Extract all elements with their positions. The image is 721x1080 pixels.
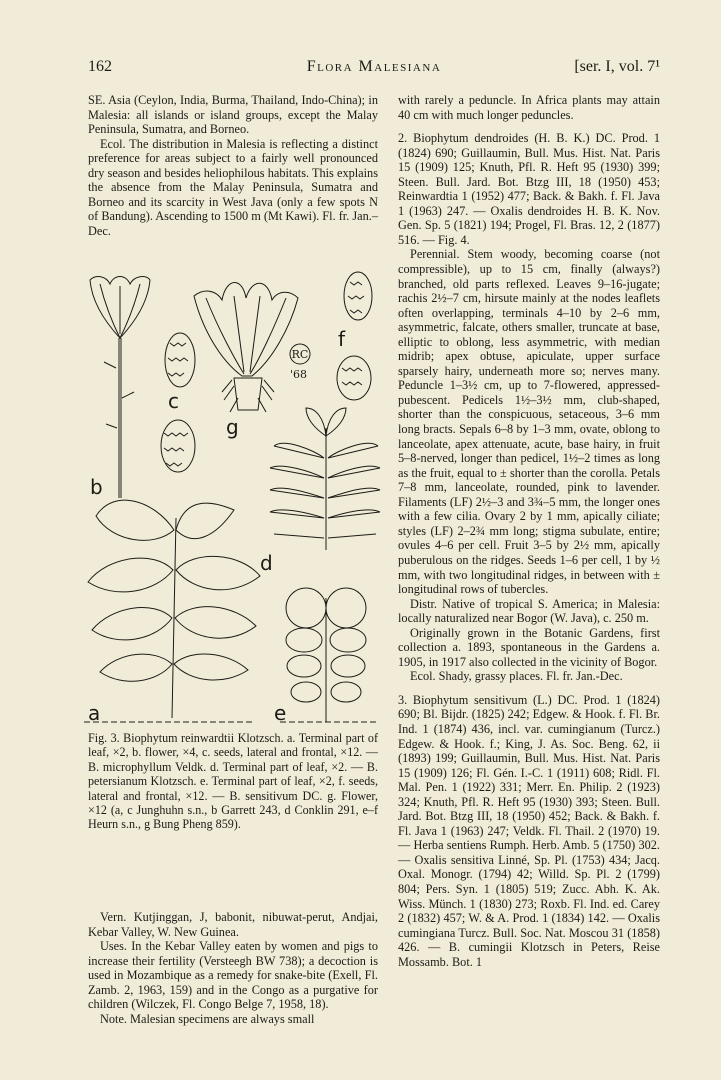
right-column [398, 93, 660, 969]
botanical-figure [84, 268, 382, 728]
figure-caption: Fig. 3. Biophytum reinwardtii Klotzsch. a. Terminal part of leaf, ×2, b. flower, ×4, c. seeds, lateral and frontal, ×12. — B. microphyllum Veldk. d. Terminal part of leaf, ×2. — B. petersianum Klotzsch. e. Terminal part of leaf, ×2, f. seeds, lateral and frontal, ×12. — B. sensitivum DC. g. Flower, ×12 (a, c Junghuhn s.n., b Garrett 243, d Conklin 291, e–f Heurn s.n., g Bung Pheng 859). [88, 731, 378, 832]
label-g: g [226, 415, 239, 439]
leaf-d-drawing [270, 408, 380, 550]
label-a: a [88, 701, 101, 725]
species-2-heading: 2. Biophytum dendroides (H. B. K.) DC. Prod. 1 (1824) 690; Guillaumin, Bull. Mus. Hist. Nat. Paris 15 (1909) 125; Knuth, Pfl. R. Heft 95 (1930) 399; Steen. Bull. Jard. Bot. Btzg III, 18 (1950) 453; Reinwardtia 1 (1952) 477; Back. & Bakh. f. Fl. Java 1 (1963) 247. — Oxalis dendroides H. B. K. Nov. Gen. Sp. 5 (1821) 194; Progel, Fl. Bras. 12, 2 (1877) 516. — Fig. 4. [398, 131, 660, 247]
ecology-paragraph: Ecol. The distribution in Malesia is reflecting a distinct preference for areas subject to a fairly well pronounced dry season and besides heliophilous habitats. This explains the absence from the Malay Peninsula, Sumatra and Borneo and its scarcity in West Java (only a few spots N of Bandung). Ascending to 1500 m (Mt Kawi). Fl. fr. Jan.–Dec. [88, 136, 378, 238]
series-volume: [ser. I, vol. 7¹ [574, 58, 660, 75]
flower-b-drawing [90, 277, 150, 499]
label-e: e [274, 701, 287, 725]
label-c: c [168, 389, 179, 413]
left-column-top [88, 93, 378, 238]
species-2-ecology: Ecol. Shady, grassy places. Fl. fr. Jan.-Dec. [410, 669, 623, 684]
journal-title: Flora Malesiana [306, 58, 442, 75]
left-column-bottom [88, 910, 378, 1026]
label-b: b [90, 475, 103, 499]
label-d: d [260, 551, 273, 575]
leaf-e-drawing [280, 588, 376, 722]
note-paragraph: Note. Malesian specimens are always small [100, 1011, 315, 1026]
continuation-paragraph: with rarely a peduncle. In Africa plants may attain 40 cm with much longer peduncles. [398, 93, 660, 122]
label-f: f [338, 327, 346, 351]
running-header [88, 58, 660, 82]
page-number: 162 [88, 58, 112, 75]
illustrator-monogram: RC [291, 348, 309, 361]
uses-paragraph: Uses. In the Kebar Valley eaten by women and pigs to increase their fertility (Versteegh BW 738); a decoction is used in Mozambique as a remedy for snake-bite (Exell, Fl. Zamb. 2, 1963, 159) and in the Congo as a purgative for children (Wilczek, Fl. Congo Belge 7, 1958, 18). [88, 939, 378, 1012]
flower-g-drawing [194, 282, 298, 412]
species-2-description: Perennial. Stem woody, becoming coarse (not compressible), up to 15 cm, finally (always?) branched, old parts reflexed. Leaves 9–16-jugate; rachis 2½–7 cm, hirsute mainly at the nodes leaflets often overlapping, terminals 4–10 by 2–6 mm, asymmetric, falcate, others smaller, truncate at base, elliptic to oblong, less asymmetric, with median midrib; apex obtuse, apiculate, upper surface sparsely hairy, underneath more so; nerves many. Peduncle 1–3½ cm, up to 7-flowered, appressed-pubescent. Pedicels 1½–3½ mm, club-shaped, shorter than the conspicuous, setaceous, 3–6 mm long bracts. Sepals 6–8 by 1–3 mm, ovate, oblong to lanceolate, apex attenuate, acute, base hairy, in fruit 5–8-nerved, longer than pedicel, 1½–2 times as long as the fruit, equal to ± shorter than the corolla. Petals 7–8 mm, lanceolate, rounded, pink to lavender. Filaments (LF) 2½–3 and 3¾–5 mm, the longer ones with a few cilia. Ovary 2 by 1 mm, apically ciliate; styles (LF) 2–2¾ mm long; stigma subulate, entire; ovules 4–6 per cell. Fruit 3–5 by 2½ mm, apically puberulous on the ridges. Seeds 1–6 per cell, 1 by ½ mm, with two longitudinal ridges, in between with ± longitudinal rows of tubercles. [398, 247, 660, 597]
vernacular-paragraph: Vern. Kutjinggan, J, babonit, nibuwat-perut, Andjai, Kebar Valley, W. New Guinea. [88, 910, 378, 939]
illustration-year: '68 [290, 368, 308, 381]
species-3-heading: 3. Biophytum sensitivum (L.) DC. Prod. 1 (1824) 690; Bl. Bijdr. (1825) 242; Edgew. & Hook. f. Fl. Br. Ind. 1 (1874) 436, incl. var. cumingianum (Turcz.) Edgew. & Hook. f.; King, J. As. Soc. Beng. 62, ii (1893) 199; Guillaumin, Bull. Mus. Hist. Nat. Paris 15 (1909) 126; Fl. Gén. I.-C. 1 (1911) 608; Ridl. Fl. Mal. Pen. 1 (1922) 331; Merr. En. Philip. 2 (1923) 324; Knuth, Pfl. R. Heft 95 (1930) 393; Steen. Bull. Jard. Bot. Btzg III, 18 (1950) 452; Back. & Bakh. f. Fl. Java 1 (1963) 247; Veldk. Fl. Thail. 2 (1970) 19. — Herba sentiens Rumph. Herb. Amb. 5 (1750) 302. — Oxalis sensitiva Linné, Sp. Pl. (1753) 434; Jacq. Oxal. Monogr. (1794) 42; Willd. Sp. Pl. 2 (1799) 804; Pers. Syn. 1 (1805) 519; Zucc. Abh. K. Ak. Wiss. Münch. 1 (1830) 273; Roxb. Fl. Ind. ed. Carey 2 (1832) 457; W. & A. Prod. 1 (1834) 142. — Oxalis cumingiana Turcz. Bull. Soc. Nat. Moscou 31 (1858) 426. — B. cumingii Klotzsch in Peters, Reise Mossamb. Bot. 1 [398, 692, 660, 969]
species-2-cultivation: Originally grown in the Botanic Gardens, first collection a. 1893, spontaneous in the Gardens a. 1905, in 1917 also collected in the vicinity of Bogor. [398, 625, 660, 669]
leaf-a-drawing [84, 500, 260, 722]
distribution-paragraph: SE. Asia (Ceylon, India, Burma, Thailand, Indo-China); in Malesia: all islands or island groups, except the Malay Peninsula, Sumatra, and Borneo. [88, 93, 378, 137]
species-2-distribution: Distr. Native of tropical S. America; in Malesia: locally naturalized near Bogor (W. Java), c. 250 m. [398, 596, 660, 626]
